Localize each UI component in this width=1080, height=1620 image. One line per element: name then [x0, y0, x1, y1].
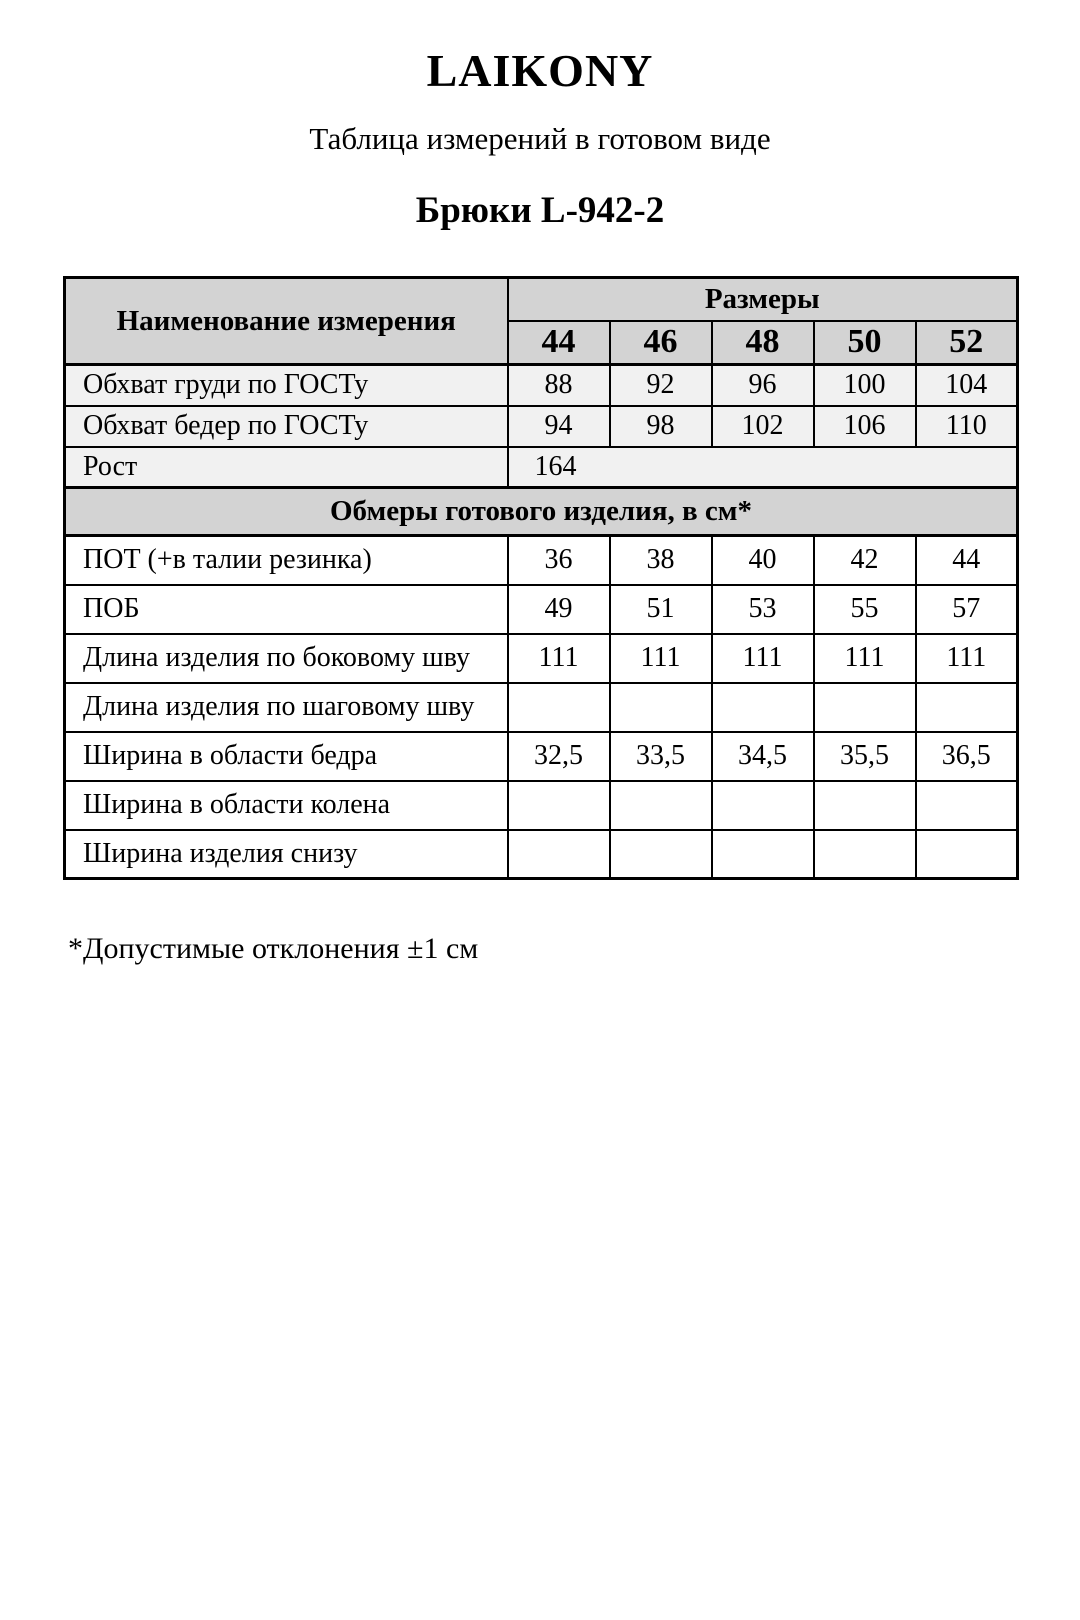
section-row	[65, 488, 1018, 536]
measurement-label: ПОБ	[65, 585, 508, 634]
measurement-label: Обхват бедер по ГОСТу	[65, 406, 508, 447]
measurement-value: 88	[508, 365, 610, 406]
table-row	[65, 365, 1018, 406]
measurement-value: 53	[712, 585, 814, 634]
measurement-label: Обхват груди по ГОСТу	[65, 365, 508, 406]
measurement-value: 44	[916, 536, 1018, 585]
measurement-value	[814, 830, 916, 879]
measurement-label: Длина изделия по шаговому шву	[65, 683, 508, 732]
measurement-value: 111	[508, 634, 610, 683]
measurement-value	[610, 683, 712, 732]
measurement-label: Ширина изделия снизу	[65, 830, 508, 879]
measurement-value: 104	[916, 365, 1018, 406]
measurement-value: 34,5	[712, 732, 814, 781]
product-title: Брюки L-942-2	[415, 190, 665, 231]
measurement-value	[508, 830, 610, 879]
header-row-top	[65, 278, 1018, 321]
measurement-value: 51	[610, 585, 712, 634]
measurement-label: Ширина в области колена	[65, 781, 508, 830]
measurement-value: 55	[814, 585, 916, 634]
size-column-header: 50	[814, 321, 916, 365]
measurement-value	[916, 781, 1018, 830]
measurement-label: Ширина в области бедра	[65, 732, 508, 781]
size-column-header: 48	[712, 321, 814, 365]
measurement-value: 57	[916, 585, 1018, 634]
table-body	[65, 365, 1018, 879]
measurement-value	[916, 830, 1018, 879]
table-row	[65, 732, 1018, 781]
table-row	[65, 683, 1018, 732]
table-subtitle: Таблица измерений в готовом виде	[309, 121, 771, 156]
size-column-header: 46	[610, 321, 712, 365]
measurement-value: 111	[712, 634, 814, 683]
measurement-value: 94	[508, 406, 610, 447]
measurement-value: 98	[610, 406, 712, 447]
measurement-value: 96	[712, 365, 814, 406]
table-row	[65, 781, 1018, 830]
measurement-value	[610, 781, 712, 830]
measurement-value: 164	[508, 447, 1018, 488]
measurement-value: 106	[814, 406, 916, 447]
section-header: Обмеры готового изделия, в см*	[65, 488, 1018, 536]
measurement-value	[814, 781, 916, 830]
sizes-header: Размеры	[508, 278, 1018, 321]
measurement-label: Рост	[65, 447, 508, 488]
measurement-value: 110	[916, 406, 1018, 447]
measurement-label: Длина изделия по боковому шву	[65, 634, 508, 683]
measurement-value: 92	[610, 365, 712, 406]
measurement-value: 38	[610, 536, 712, 585]
measurement-value: 42	[814, 536, 916, 585]
measurement-value: 111	[814, 634, 916, 683]
measurement-value	[610, 830, 712, 879]
measurement-value: 36	[508, 536, 610, 585]
table-row	[65, 536, 1018, 585]
measurement-label: ПОТ (+в талии резинка)	[65, 536, 508, 585]
table-row	[65, 585, 1018, 634]
table-header	[65, 278, 1018, 365]
measurement-value: 40	[712, 536, 814, 585]
measurements-table	[63, 276, 1019, 880]
measurement-value: 100	[814, 365, 916, 406]
table-row	[65, 634, 1018, 683]
measurement-value	[712, 830, 814, 879]
table-row	[65, 406, 1018, 447]
measurement-value: 111	[916, 634, 1018, 683]
measurement-value: 111	[610, 634, 712, 683]
size-column-header: 44	[508, 321, 610, 365]
table-row	[65, 447, 1018, 488]
measurement-value: 36,5	[916, 732, 1018, 781]
measurement-value	[508, 683, 610, 732]
measurement-value	[508, 781, 610, 830]
size-column-header: 52	[916, 321, 1018, 365]
measurement-name-header: Наименование измерения	[65, 278, 508, 365]
measurement-value	[916, 683, 1018, 732]
measurement-value	[712, 781, 814, 830]
measurement-value: 49	[508, 585, 610, 634]
measurement-value: 35,5	[814, 732, 916, 781]
measurement-value: 32,5	[508, 732, 610, 781]
measurement-value	[814, 683, 916, 732]
measurement-value	[712, 683, 814, 732]
measurement-value: 33,5	[610, 732, 712, 781]
brand-title: LAIKONY	[426, 45, 654, 96]
tolerance-footnote: *Допустимые отклонения ±1 см	[68, 932, 479, 965]
measurement-value: 102	[712, 406, 814, 447]
table-row	[65, 830, 1018, 879]
